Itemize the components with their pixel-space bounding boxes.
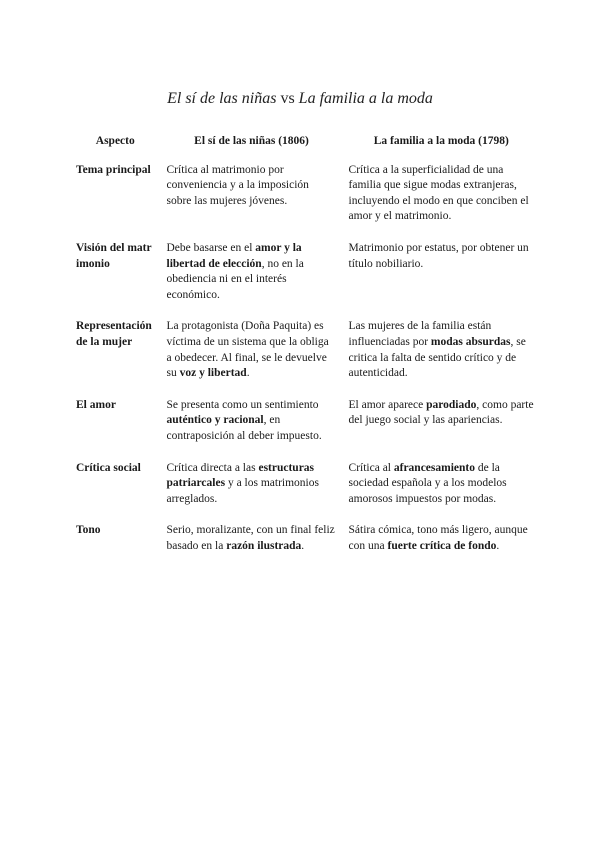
cell-text: Crítica directa a las (166, 461, 259, 474)
bold-text: auténtico y racional (166, 414, 264, 427)
cell-text: Crítica al (348, 461, 394, 474)
row-aspect-label: Crítica social (76, 461, 141, 474)
cell-play-2 (343, 457, 540, 520)
row-aspect-label: El amor (76, 398, 116, 411)
cell-text: Se presenta como un sentimiento (166, 398, 319, 411)
title-play-2: La familia a la moda (298, 90, 433, 107)
cell-text: Sátira cómica, tono más ligero, aunque con una (348, 524, 528, 552)
cell-text: Debe basarse en el (166, 241, 256, 254)
header-play-1: El sí de las niñas (1806) (194, 135, 309, 147)
cell-text: , no en la obediencia ni en el interés económico. (166, 257, 304, 301)
cell-play-1 (161, 237, 343, 315)
cell-text: Matrimonio por estatus, por obtener un título nobiliario. (348, 241, 529, 270)
cell-play-1 (161, 315, 343, 393)
title-vs: vs (280, 90, 295, 107)
table-row (70, 159, 540, 237)
row-aspect-label: Tono (76, 524, 101, 537)
bold-text: amor y la libertad de elección (166, 241, 302, 270)
bold-text: razón ilustrada (226, 539, 302, 552)
cell-text: Las mujeres de la familia están influenciadas por (348, 320, 492, 348)
table-body (70, 159, 540, 567)
bold-text: modas absurdas (430, 335, 511, 348)
cell-text: Crítica a la superficialidad de una familia que sigue modas extranjeras, incluyendo el modo en que conciben el amor y el matrimonio. (348, 163, 529, 223)
comparison-table (70, 128, 540, 566)
cell-text: y a los matrimonios arreglados. (166, 477, 319, 505)
cell-text: de la sociedad española y a los modelos amorosos impuestos por modas. (348, 461, 507, 505)
table-row (70, 457, 540, 520)
title-play-1: El sí de las niñas (167, 90, 277, 107)
cell-play-1 (161, 394, 343, 457)
bold-text: afrancesamiento (393, 461, 475, 474)
cell-play-1 (161, 159, 343, 237)
table-row (70, 394, 540, 457)
cell-text: , como parte del juego social y las apariencias. (348, 398, 534, 427)
row-aspect-label: Representación de la mujer (76, 320, 152, 348)
cell-text: , se critica la falta de sentido crítico y de autenticidad. (348, 335, 526, 380)
bold-text: fuerte crítica de fondo (387, 539, 497, 552)
bold-text: voz y libertad (179, 367, 247, 380)
row-aspect-label: Visión del matrimonio (76, 241, 152, 270)
bold-text: estructuras patriarcales (166, 461, 315, 490)
table-row (70, 519, 540, 566)
cell-play-2 (343, 394, 540, 457)
cell-play-1 (161, 457, 343, 520)
cell-text: Crítica al matrimonio por conveniencia y a la imposición sobre las mujeres jóvenes. (166, 163, 309, 207)
table-header-row (70, 128, 540, 159)
document-title (0, 90, 600, 108)
row-aspect-label: Tema principal (76, 163, 151, 176)
cell-play-2 (343, 159, 540, 237)
cell-text: , en contraposición al deber impuesto. (166, 414, 322, 442)
header-play-2: La familia a la moda (1798) (373, 135, 509, 147)
cell-play-2 (343, 315, 540, 393)
cell-text: La protagonista (Doña Paquita) es víctima de un sistema que la obliga a obedecer. Al final, se le devuelve su (166, 320, 329, 380)
cell-text: . (496, 539, 500, 552)
table-row (70, 315, 540, 393)
cell-text: El amor aparece (348, 398, 427, 411)
cell-text: . (246, 367, 250, 380)
cell-play-1 (161, 519, 343, 566)
cell-text: Serio, moralizante, con un final feliz basado en la (166, 524, 335, 552)
cell-play-2 (343, 237, 540, 315)
bold-text: parodiado (426, 398, 477, 411)
table-row (70, 237, 540, 315)
cell-play-2 (343, 519, 540, 566)
header-aspect: Aspecto (95, 135, 135, 147)
cell-text: . (301, 539, 305, 552)
